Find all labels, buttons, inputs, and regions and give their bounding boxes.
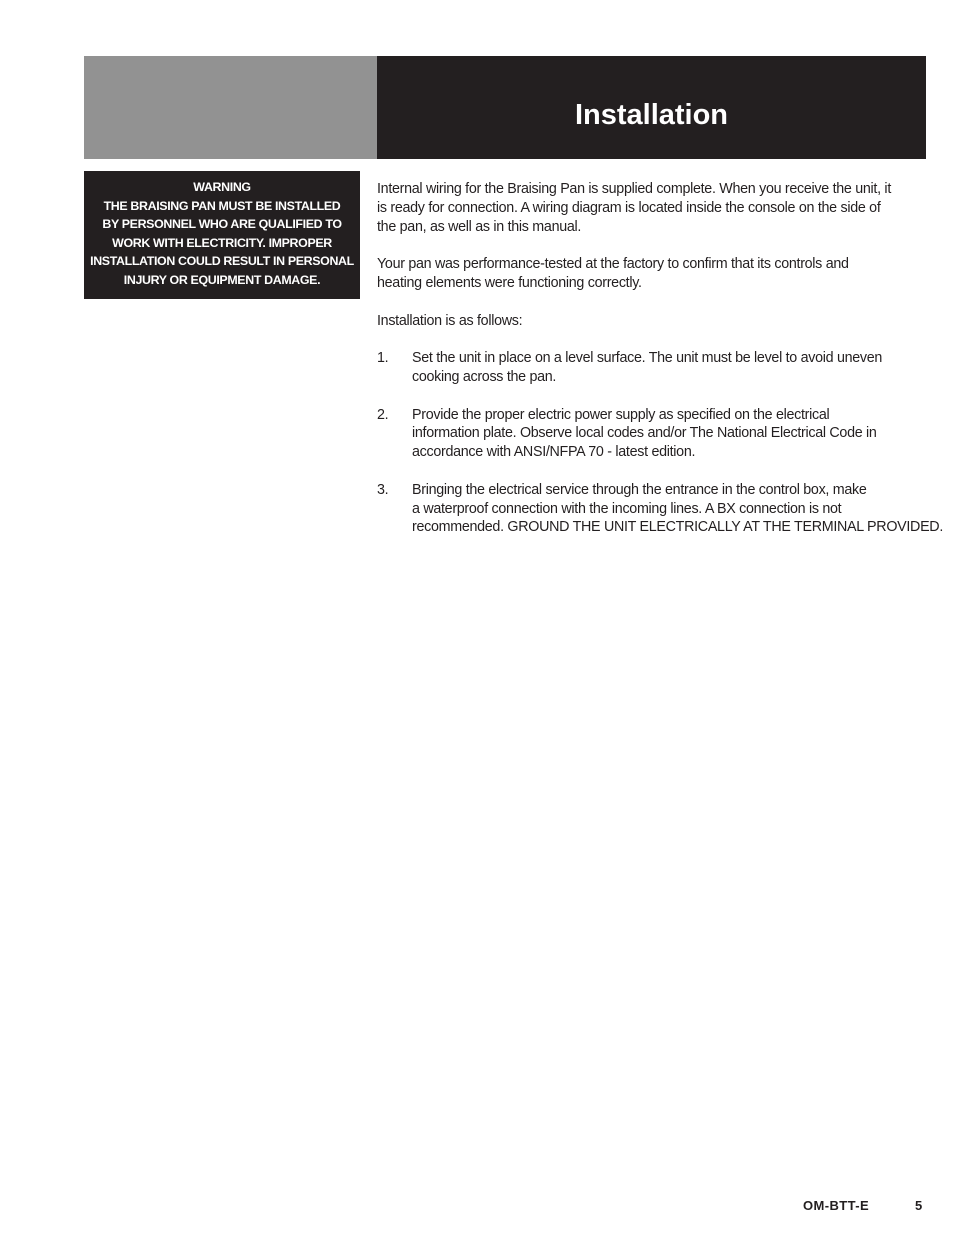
step-line: Set the unit in place on a level surface. The unit must be level to avoid uneven [412,350,883,367]
paragraph-gap [377,462,926,481]
paragraph-line: is ready for connection. A wiring diagram is located inside the console on the side of [377,199,881,216]
warning-box [84,171,360,299]
step-item [377,349,926,387]
warning-text-line: WORK WITH ELECTRICITY. IMPROPER [112,235,332,250]
step-number: 1. [377,350,389,367]
warning-text-line: INJURY OR EQUIPMENT DAMAGE. [123,272,321,287]
footer-page-number: 5 [915,1198,923,1213]
warning-heading: WARNING [193,180,251,194]
step-text [412,349,926,387]
warning-text-line: THE BRAISING PAN MUST BE INSTALLED [103,198,341,213]
header-dark-band [377,56,926,159]
step-number: 2. [377,406,389,423]
testing-paragraph [377,255,926,293]
header-gray-band [84,56,377,159]
paragraph-gap [377,387,926,406]
paragraph-gap [377,236,926,255]
paragraph-line: Your pan was performance-tested at the factory to confirm that its controls and [377,256,849,273]
paragraph-line: Internal wiring for the Braising Pan is supplied complete. When you receive the unit, it [377,181,891,197]
step-number: 3. [377,481,389,498]
step-line: cooking across the pan. [412,368,557,385]
step-text [412,406,926,462]
step-text [412,481,943,537]
step-line: accordance with ANSI/NFPA 70 - latest edition. [412,444,696,461]
step-line: Bringing the electrical service through the entrance in the control box, make [412,481,867,498]
paragraph-line: the pan, as well as in this manual. [377,218,582,235]
main-content [377,180,944,537]
warning-text-line: INSTALLATION COULD RESULT IN PERSONAL [90,254,354,269]
step-line: a waterproof connection with the incoming lines. A BX connection is not [412,500,842,517]
step-item [377,406,926,462]
step-line: Provide the proper electric power supply as specified on the electrical [412,406,830,423]
paragraph-line: heating elements were functioning correctly. [377,274,642,291]
step-line: recommended. GROUND THE UNIT ELECTRICALLY AT THE TERMINAL PROVIDED. [412,519,944,536]
page-title: Installation [574,99,729,131]
step-item [377,481,944,537]
steps-intro-paragraph [377,312,926,331]
intro-paragraph [377,180,926,236]
step-line: information plate. Observe local codes and/or The National Electrical Code in [412,425,877,442]
paragraph-gap [377,330,926,349]
paragraph-gap [377,293,926,312]
warning-text-line: BY PERSONNEL WHO ARE QUALIFIED TO [102,217,342,232]
footer-doc-code: OM-BTT-E [803,1198,870,1213]
paragraph-line: Installation is as follows: [377,312,523,329]
